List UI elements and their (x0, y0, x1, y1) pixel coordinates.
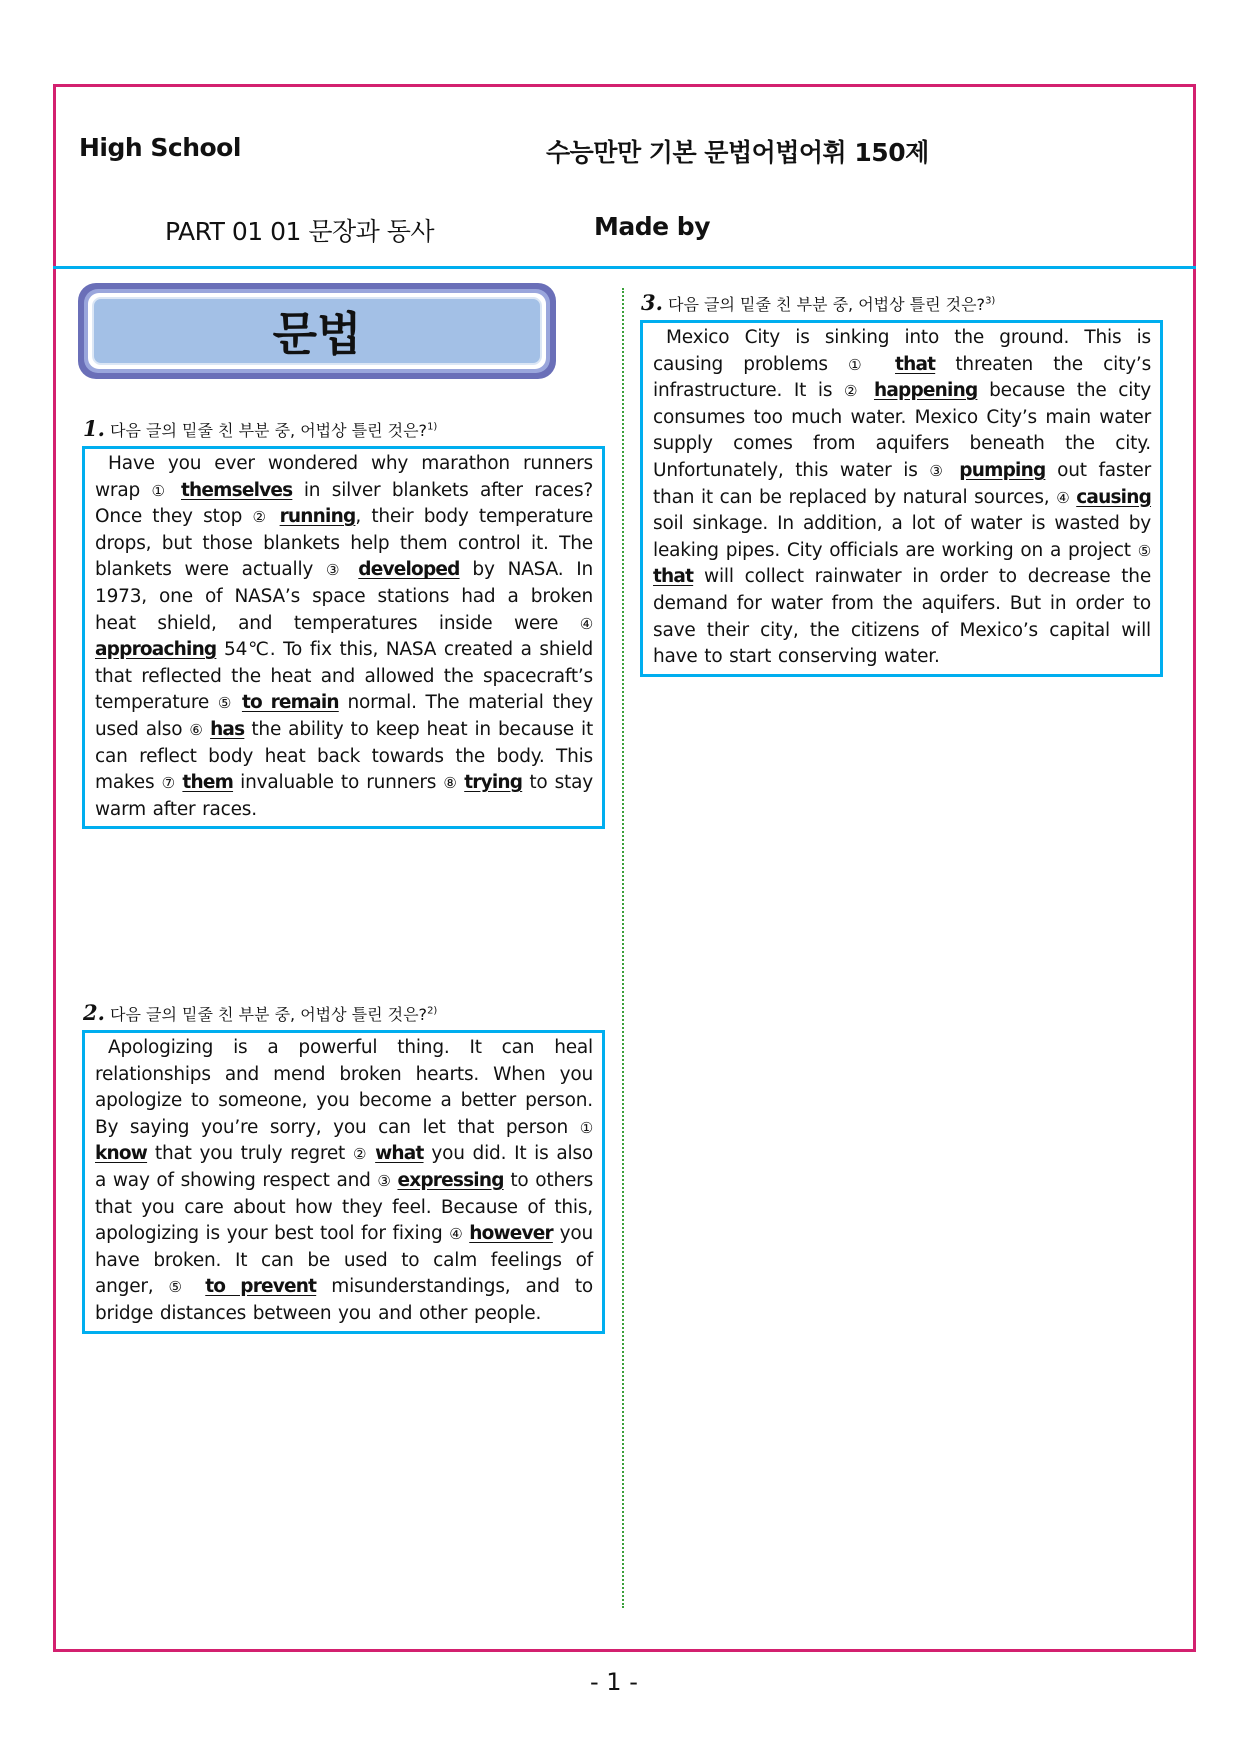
section-badge (78, 283, 556, 379)
passage-text: you have broken. It can be used to calm feelings of anger, (95, 1223, 593, 1298)
choice-marker: ④ (449, 1225, 463, 1244)
underlined-choice: running (279, 506, 356, 528)
passage-text: invaluable to runners (233, 772, 444, 794)
choice-marker: ② (843, 382, 863, 401)
passage-text: out faster than it can be replaced by natural sources, (653, 459, 1151, 508)
school-label: High School (79, 133, 241, 162)
choice-marker: ③ (377, 1171, 391, 1190)
footnote-ref: 3) (985, 295, 996, 307)
underlined-choice: that (653, 566, 694, 588)
passage-text: you did. It is also a way of showing respect and (95, 1143, 594, 1191)
footnote-ref: 1) (427, 421, 438, 433)
choice-marker: ⑥ (189, 720, 204, 739)
choice-marker: ⑧ (443, 774, 458, 793)
underlined-choice: trying (464, 772, 523, 794)
question-prompt: 다음 글의 밑줄 친 부분 중, 어법상 틀린 것은? (110, 1005, 428, 1024)
underlined-choice: them (182, 772, 234, 794)
question-number: 3. (641, 290, 663, 315)
underlined-choice: expressing (397, 1169, 504, 1191)
passage-text: because the city consumes too much water. Mexico City’s main water supply comes from aquifers beneath the city. Unfortunately, this water is (653, 380, 1151, 481)
underlined-choice: pumping (959, 459, 1046, 481)
passage-text: normal. The material they used also (95, 692, 593, 740)
question-number: 1. (83, 416, 105, 441)
passage-text: to stay warm after races. (95, 772, 593, 820)
question-2-heading (83, 1000, 437, 1025)
choice-marker: ① (151, 481, 170, 500)
passage-text: that you truly regret (147, 1143, 353, 1165)
choice-marker: ③ (929, 461, 948, 480)
column-divider (622, 288, 624, 1608)
header-divider (53, 266, 1196, 269)
choice-marker: ⑤ (217, 694, 234, 713)
question-2-passage (82, 1030, 605, 1334)
choice-marker: ③ (326, 561, 346, 580)
question-1-passage (82, 446, 605, 829)
book-title: 수능만만 기본 문법어법어휘 150제 (546, 138, 929, 167)
question-number: 2. (83, 1000, 105, 1025)
question-prompt: 다음 글의 밑줄 친 부분 중, 어법상 틀린 것은? (668, 295, 986, 314)
choice-marker: ④ (579, 614, 593, 633)
passage-text: will collect rainwater in order to decrease the demand for water from the aquifers. But in order to save their city, the citizens of Mexico’s capital will have to start conserving water. (653, 566, 1151, 668)
passage-text: to others that you care about how they feel. Because of this, apologizing is your best tool for fixing (95, 1169, 594, 1245)
passage-text: in silver blankets after races? Once they stop (95, 479, 593, 528)
underlined-choice: has (210, 718, 245, 740)
underlined-choice: that (895, 353, 936, 375)
footnote-ref: 2) (427, 1005, 438, 1017)
choice-marker: ⑦ (161, 774, 176, 793)
underlined-choice: approaching (95, 639, 217, 661)
question-prompt: 다음 글의 밑줄 친 부분 중, 어법상 틀린 것은? (110, 421, 428, 440)
underlined-choice: know (95, 1143, 148, 1165)
passage-text: , their body temperature drops, but those blankets help them control it. The blankets were actually (95, 506, 593, 581)
passage-text: threaten the city’s infrastructure. It is (653, 353, 1152, 402)
passage-text: Mexico City is sinking into the ground. This is causing problems (653, 327, 1151, 375)
passage-text: misunderstandings, and to bridge distances between you and other people. (95, 1276, 593, 1324)
underlined-choice: to prevent (205, 1276, 317, 1298)
choice-marker: ② (352, 1145, 368, 1164)
passage-text: 54℃. To fix this, NASA created a shield that reflected the heat and allowed the spacecraft’s temperature (95, 639, 593, 714)
made-by-label: Made by (594, 212, 710, 241)
underlined-choice: however (469, 1223, 553, 1245)
passage-text: Apologizing is a powerful thing. It can heal relationships and mend broken hearts. When you apologize to someone, you become a better person. By saying you’re sorry, you can let that person (95, 1037, 593, 1138)
underlined-choice: to remain (241, 692, 339, 714)
question-3-heading (641, 290, 995, 315)
choice-marker: ① (579, 1118, 593, 1137)
underlined-choice: developed (358, 559, 460, 581)
part-title: PART 01 01 문장과 동사 (165, 217, 435, 246)
page-number: - 1 - (590, 1668, 638, 1696)
choice-marker: ⑤ (1137, 541, 1151, 560)
passage-text: the ability to keep heat in because it can reflect body heat back towards the body. This makes (95, 718, 593, 794)
underlined-choice: what (375, 1143, 424, 1165)
passage-text: soil sinkage. In addition, a lot of water is wasted by leaking pipes. City officials are working on a project (653, 513, 1151, 561)
question-1-heading (83, 416, 437, 441)
choice-marker: ② (252, 508, 270, 527)
question-3-passage (640, 320, 1163, 677)
choice-marker: ⑤ (168, 1278, 191, 1297)
section-badge-label: 문법 (92, 297, 542, 365)
underlined-choice: themselves (181, 479, 293, 501)
choice-marker: ④ (1056, 488, 1070, 507)
underlined-choice: causing (1076, 486, 1152, 508)
underlined-choice: happening (873, 380, 978, 402)
passage-text: by NASA. In 1973, one of NASA’s space stations had a broken heat shield, and temperatures inside were (95, 559, 594, 634)
passage-text: Have you ever wondered why marathon runners wrap (95, 453, 593, 501)
choice-marker: ① (848, 355, 875, 374)
